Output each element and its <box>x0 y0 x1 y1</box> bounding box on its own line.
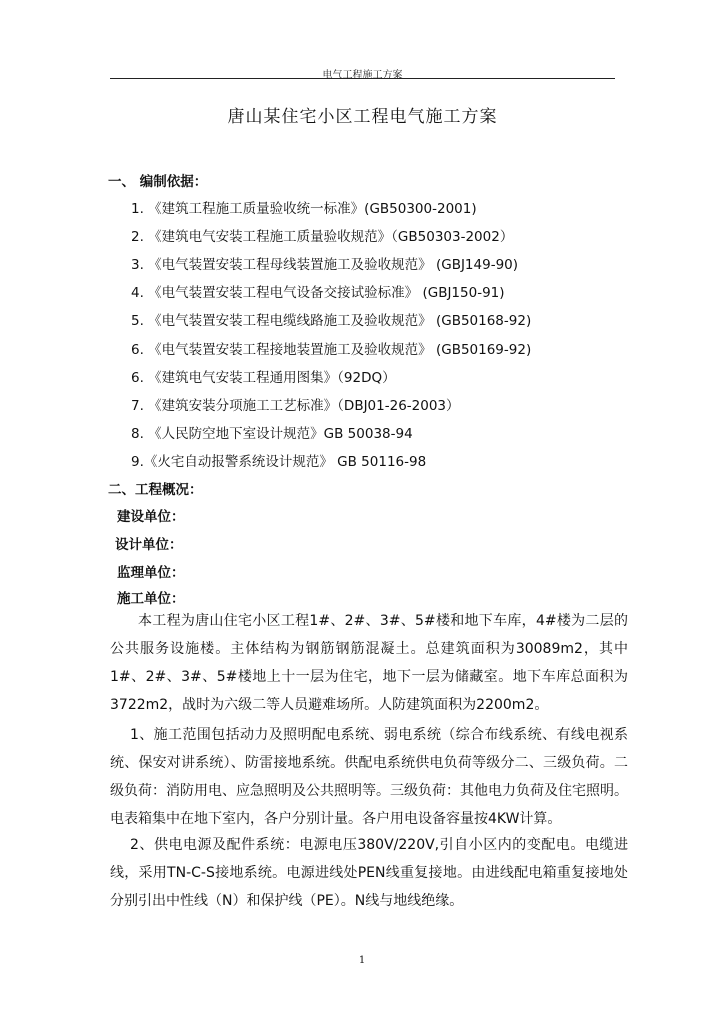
reference-item: 9.《火宅自动报警系统设计规范》 GB 50116-98 <box>131 454 427 470</box>
field-supervisor: 监理单位： <box>117 565 185 581</box>
reference-item: 1. 《建筑工程施工质量验收统一标准》(GB50300-2001) <box>131 201 477 217</box>
field-designer: 设计单位： <box>115 537 183 553</box>
reference-item: 4. 《电气装置安装工程电气设备交接试验标准》 (GBJ150-91) <box>131 285 505 301</box>
page-header: 电气工程施工方案 <box>322 70 403 81</box>
field-contractor: 施工单位： <box>117 591 185 607</box>
document-title: 唐山某住宅小区工程电气施工方案 <box>227 107 498 127</box>
section-heading-basis: 一、 编制依据： <box>108 174 208 190</box>
body-paragraph-scope: 1、施工范围包括动力及照明配电系统、弱电系统（综合布线系统、有线电视系统、保安对讲系统）、防雷接地系统。供配电系统供电负荷等级分二、三级负荷。二级负荷：消防用电、应急照明及公共照明等。三级负荷：其他电力负荷及住宅照明。电表箱集中在地下室内，各户分别计量。各户用电设备容量按4KW计算。 <box>110 727 628 827</box>
page-number: 1 <box>358 955 366 966</box>
header-divider <box>110 78 615 79</box>
section-heading-overview: 二、工程概况： <box>108 482 203 498</box>
body-paragraph-overview: 本工程为唐山住宅小区工程1#、2#、3#、5#楼和地下车库，4#楼为二层的公共服务设施楼。主体结构为钢筋钢筋混凝土。总建筑面积为30089m2，其中1#、2#、3#、5#楼地上十一层为住宅，地下一层为储藏室。地下车库总面积为3722m2，战时为六级二等人员避难场所。人防建筑面积为2200m2。 <box>110 613 628 713</box>
reference-item: 8. 《人民防空地下室设计规范》GB 50038-94 <box>131 426 413 442</box>
reference-item: 7. 《建筑安装分项施工工艺标准》（DBJ01-26-2003） <box>131 398 460 414</box>
reference-item: 3. 《电气装置安装工程母线装置施工及验收规范》 (GBJ149-90) <box>131 257 519 273</box>
reference-item: 6. 《建筑电气安装工程通用图集》（92DQ） <box>131 370 396 386</box>
reference-item: 2. 《建筑电气安装工程施工质量验收规范》（GB50303-2002） <box>131 229 514 245</box>
reference-item: 6. 《电气装置安装工程接地装置施工及验收规范》 (GB50169-92) <box>131 342 532 358</box>
field-client: 建设单位： <box>117 509 185 525</box>
body-paragraph-power-supply: 2、供电电源及配件系统：电源电压380V/220V,引自小区内的变配电。电缆进线，采用TN-C-S接地系统。电源进线处PEN线重复接地。由进线配电箱重复接地处分别引出中性线（N）和保护线（PE）。N线与地线绝缘。 <box>110 837 628 909</box>
reference-item: 5. 《电气装置安装工程电缆线路施工及验收规范》 (GB50168-92) <box>131 313 532 329</box>
